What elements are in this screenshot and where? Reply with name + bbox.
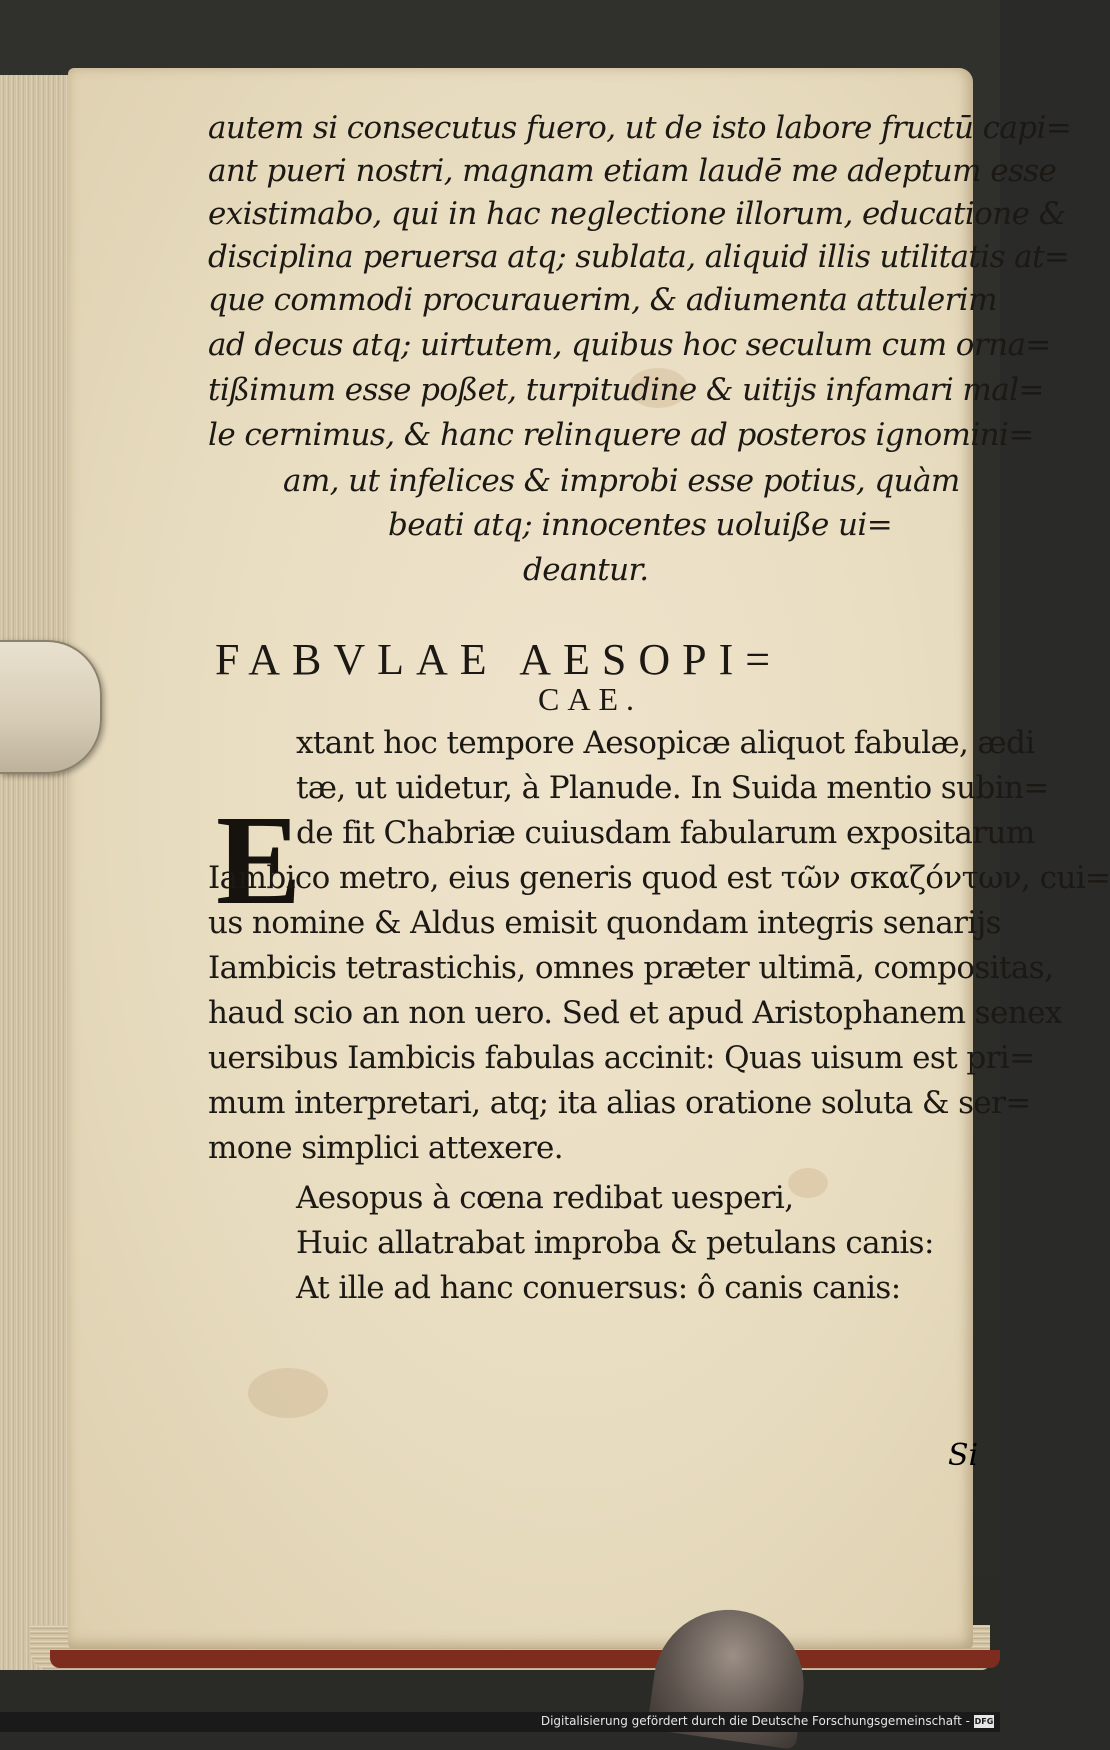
text-line: mum interpretari, atq; ita alias oratione soluta & ser= [208,1085,1031,1121]
text-line: que commodi procurauerim, & adiumenta attulerim [208,282,997,318]
book-binding [50,1650,1000,1668]
drop-cap: E [216,789,302,931]
text-line: autem si consecutus fuero, ut de isto labore fructū capi= [208,110,1072,146]
text-line: uersibus Iambicis fabulas accinit: Quas uisum est pri= [208,1040,1035,1076]
text-line: Iambico metro, eius generis quod est τῶν σκαζόντων, cui= [208,860,1110,896]
page-title-continuation: CAE. [538,681,642,717]
text-line: Iambicis tetrastichis, omnes præter ultimā, compositas, [208,950,1054,986]
text-line: haud scio an non uero. Sed et apud Aristophanem senex [208,995,1062,1031]
text-line: us nomine & Aldus emisit quondam integris senarijs [208,905,1001,941]
dfg-logo: DFG [974,1717,994,1726]
text-line: beati atq; innocentes uoluiße ui= [388,507,893,543]
footer-credit: Digitalisierung gefördert durch die Deutsche Forschungsgemeinschaft - [540,1714,970,1728]
verse-line: Huic allatrabat improba & petulans canis: [296,1225,934,1261]
text-line: ant pueri nostri, magnam etiam laudē me adeptum esse [208,153,1057,189]
page-title: FABVLAE AESOPI= [215,635,783,684]
text-line: tißimum esse poßet, turpitudine & uitijs infamari mal= [208,372,1044,408]
verse-line: At ille ad hanc conuersus: ô canis canis: [296,1270,901,1306]
text-line: disciplina peruersa atq; sublata, aliquid illis utilitatis at= [208,239,1070,275]
text-line: mone simplici attexere. [208,1130,564,1166]
fable-text [68,68,1110,1648]
text-line: de fit Chabriæ cuiusdam fabularum expositarum [296,815,1035,851]
verse-line: Aesopus à cœna redibat uesperi, [296,1180,794,1216]
catchword: Si [948,1438,979,1473]
text-line: xtant hoc tempore Aesopicæ aliquot fabulæ, ædi [296,725,1035,761]
text-line: ad decus atq; uirtutem, quibus hoc seculum cum orna= [208,327,1051,363]
page-clip [0,640,102,774]
text-line: existimabo, qui in hac neglectione illorum, educatione & [208,196,1066,232]
text-line: le cernimus, & hanc relinquere ad posteros ignomini= [208,417,1034,453]
text-line: deantur. [523,552,649,588]
text-line: tæ, ut uidetur, à Planude. In Suida mentio subin= [296,770,1049,806]
book-page [68,68,1110,1648]
text-line: am, ut infelices & improbi esse potius, quàm [283,463,960,499]
book-fore-edge [0,75,72,1670]
